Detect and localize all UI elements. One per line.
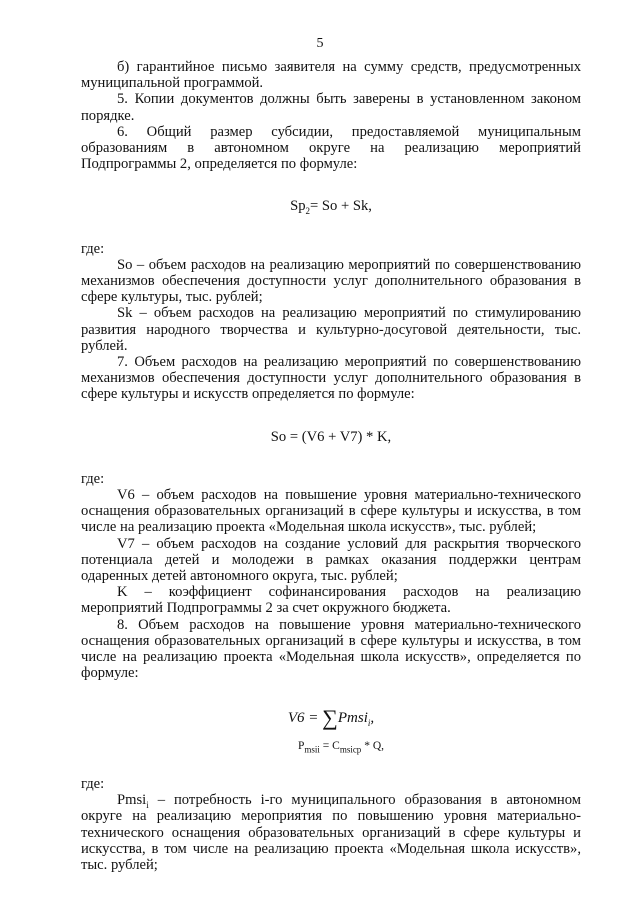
- formula-sp2-lhs: Sp: [290, 198, 306, 215]
- page-number: 5: [316, 36, 324, 51]
- definition-k: K – коэффициент софинансирования расходов на реализацию мероприятий Подпрограммы 2 за счет окружного бюджета.: [81, 584, 581, 617]
- paragraph-6: 6. Общий размер субсидии, предоставляемой муниципальным образованиям в автономном округе на реализацию мероприятий Подпрограммы 2, определяется по формуле:: [81, 123, 581, 173]
- where-label-2: где:: [81, 470, 105, 487]
- formula-v6-term-sub: i: [367, 717, 371, 728]
- formula-sp2: [81, 198, 581, 217]
- where-label-3: где:: [81, 775, 105, 792]
- definition-pmsi-text: – потребность i-го муниципального образования в автономном округе на реализацию мероприятия по повышению уровня материально-технического оснащения образовательных организаций в сфере культуры и искусства, в том числе на реализацию проекта «Модельная школа искусств», тыс. рублей;: [81, 792, 581, 873]
- where-label-1: где:: [81, 240, 105, 257]
- definition-pmsi: [81, 792, 581, 873]
- formula-pmsi-rhs: * Q,: [361, 739, 384, 752]
- definition-v7: V7 – объем расходов на создание условий для раскрытия творческого потенциала детей и молодежи в рамках оказания поддержки центрам одаренных детей автономного округа, тыс. рублей;: [81, 535, 581, 585]
- formula-so: So = (V6 + V7) * K,: [270, 428, 392, 445]
- formula-pmsi: [81, 738, 581, 754]
- sum-sign-icon: ∑: [322, 704, 338, 730]
- definition-pmsi-term-sub: i: [146, 800, 149, 811]
- formula-v6-lhs: V6 =: [287, 709, 323, 726]
- paragraph-8: 8. Объем расходов на повышение уровня материально-технического оснащения образовательных организаций в сфере культуры и искусства, в том числе на реализацию проекта «Модельная школа искусств», определяется по формуле:: [81, 616, 581, 682]
- formula-sp2-rhs: = So + Sk,: [310, 198, 372, 215]
- paragraph-5: 5. Копии документов должны быть заверены в установленном законом порядке.: [81, 91, 581, 124]
- formula-sp2-sub: 2: [305, 206, 311, 217]
- document-body: [81, 59, 581, 873]
- paragraph-7: 7. Объем расходов на реализацию мероприятий по совершенствованию механизмов обеспечения доступности услуг дополнительного образования в сфере культуры и искусств определяется по формуле:: [81, 354, 581, 403]
- formula-v6-term: Pmsi: [337, 709, 368, 726]
- definition-v6: V6 – объем расходов на повышение уровня материально-технического оснащения образовательных организаций в сфере культуры и искусства, в том числе на реализацию проекта «Модельная школа искусств», тыс. рублей;: [81, 487, 581, 536]
- formula-v6-sum: [81, 704, 581, 730]
- formula-pmsi-mid-sub: msicp: [339, 744, 362, 754]
- formula-pmsi-lhs: P: [297, 739, 305, 752]
- formula-pmsi-mid: = C: [319, 739, 340, 752]
- definition-sk: Sk – объем расходов на реализацию мероприятий по стимулированию развития народного творчества и культурно-досуговой деятельности, тыс. рублей.: [81, 305, 581, 354]
- definition-so: So – объем расходов на реализацию мероприятий по совершенствованию механизмов обеспечения доступности услуг дополнительного образования в сфере культуры, тыс. рублей;: [81, 256, 581, 306]
- definition-pmsi-term: Pmsi: [117, 792, 147, 809]
- paragraph-guarantee-letter: б) гарантийное письмо заявителя на сумму средств, предусмотренных муниципальной программой.: [81, 59, 581, 92]
- formula-pmsi-lhs-sub: msii: [304, 744, 320, 754]
- formula-v6-tail: ,: [370, 709, 375, 726]
